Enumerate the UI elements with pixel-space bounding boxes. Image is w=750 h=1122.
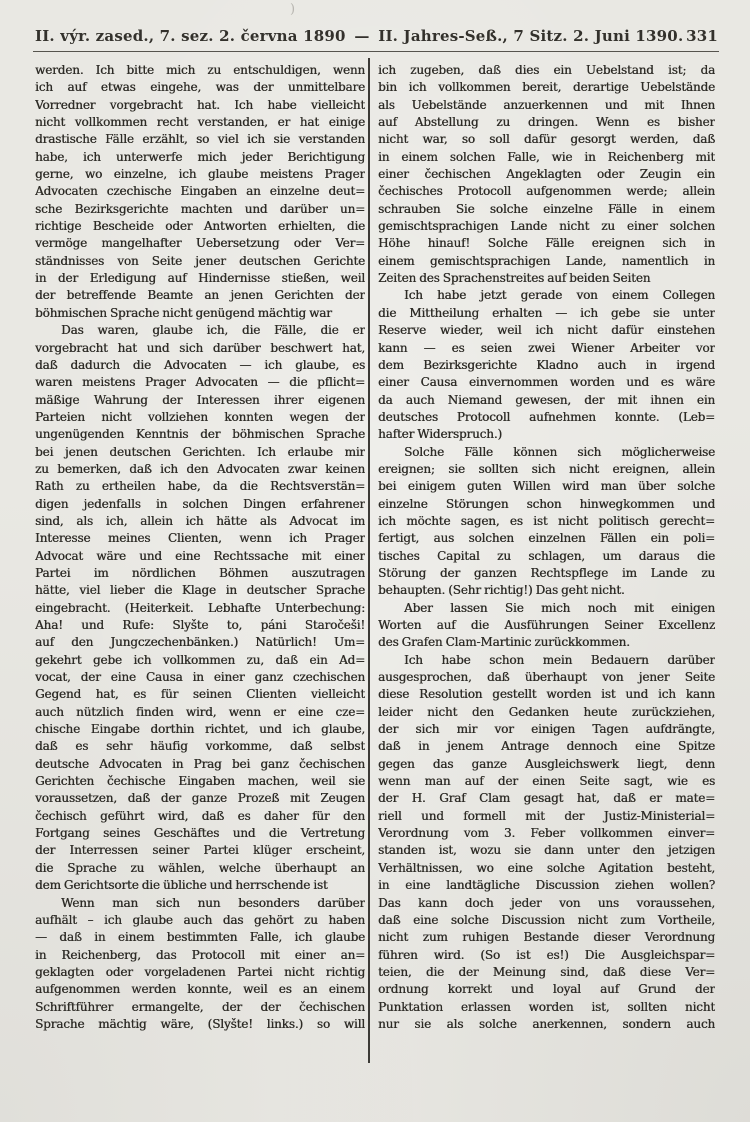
text-line: Advocaten czechische Eingaben an einzelne deut= [35,184,365,199]
text-line: Das waren, glaube ich, die Fälle, die er [61,323,365,338]
header-separator: — [354,27,370,45]
text-line: nur sie als solche anerkennen, sondern auch [378,1016,715,1031]
text-line: Schriftführer ermangelte, der der čechischen [35,999,365,1014]
text-line: Ich habe jetzt gerade von einem Collegen [404,288,715,303]
text-line: ausgesprochen, daß überhaupt von jener Seite [378,670,715,685]
text-line: Parteien nicht vollziehen konnten wegen der [35,409,365,424]
text-line: richtige Bescheide oder Antworten erhielten, die [35,219,365,234]
text-line: čechisches Protocoll aufgenommen werde; allein [378,184,715,199]
text-line: einem gemischtsprachigen Lande, namentlich in [378,253,715,268]
text-line: böhmischen Sprache nicht genügend mächtig war [35,305,332,320]
text-line: zu bemerken, daß ich den Advocaten zwar keinen [35,461,365,476]
text-line: die Mittheilung erhalten — ich gebe sie unter [378,305,715,320]
text-line: Sprache mächtig wäre, (Slyšte! links.) so will [35,1016,365,1031]
text-line: schrauben Sie solche einzelne Fälle in einem [378,201,715,216]
text-line: hätte, viel lieber die Klage in deutscher Sprache [35,583,365,598]
text-line: tisches Capital zu schlagen, um daraus die [378,548,715,563]
text-line: vorgebracht hat und sich darüber beschwert hat, [35,340,365,355]
text-line: ich möchte sagen, es ist nicht politisch gerecht= [378,513,715,528]
text-column-left [35,62,365,1033]
text-line: fertigt, aus solchen einzelnen Fällen ein poli= [378,531,715,546]
text-line: Solche Fälle können sich möglicherweise [404,444,715,459]
text-line: einzelne Störungen schon hinwegkommen und [378,496,715,511]
text-line: einer Causa einvernommen worden und es wäre [378,375,715,390]
text-line: daß dadurch die Advocaten — ich glaube, es [35,357,365,372]
text-line: Reserve wieder, weil ich nicht dafür einstehen [378,323,715,338]
text-line: Vorredner vorgebracht hat. Ich habe vielleicht [35,97,365,112]
text-line: daß es sehr häufig vorkomme, daß selbst [35,739,365,754]
text-line: standen ist, wozu sie dann unter den jetzigen [378,843,715,858]
text-line: Wenn man sich nun besonders darüber [61,895,365,910]
text-line: eingebracht. (Heiterkeit. Lebhafte Unterbechung: [35,600,365,615]
column-divider-rule [368,58,370,1063]
text-line: ungenügenden Kenntnis der böhmischen Sprache [35,427,365,442]
text-line: sind, als ich, allein ich hätte als Advocat im [35,513,365,528]
text-line: vocat, der eine Causa in einer ganz czechischen [35,670,365,685]
text-line: teien, die der Meinung sind, daß diese Ver= [378,964,715,979]
text-line: ständnisses von Seite jener deutschen Gerichte [35,253,365,268]
text-line: čechisch geführt wird, daß es daher für den [35,808,365,823]
text-line: in eine landtägliche Discussion ziehen wollen? [378,878,715,893]
text-line: der Interressen seiner Partei klüger erscheint, [35,843,365,858]
text-line: Aber lassen Sie mich noch mit einigen [404,600,715,615]
text-column-right [378,62,715,1033]
text-line: leider nicht den Gedanken heute zurückziehen, [378,704,715,719]
text-line: aufhält – ich glaube auch das gehört zu haben [35,912,365,927]
text-line: ordnung korrekt und loyal auf Grund der [378,982,715,997]
text-line: auf den Jungczechenbänken.) Natürlich! Um= [35,635,365,650]
text-line: digen jedenfalls in solchen Dingen erfahrener [35,496,365,511]
text-line: gemischtsprachigen Lande nicht zu einer solchen [378,219,715,234]
text-line: bei einigem guten Willen wird man über solche [378,479,715,494]
text-line: geklagten oder vorgeladenen Partei nicht richtig [35,964,365,979]
text-line: gekehrt gebe ich vollkommen zu, daß ein Ad= [35,652,365,667]
text-line: gegen das ganze Ausgleichswerk liegt, denn [378,756,715,771]
text-line: ereignen; sie sollten sich nicht ereignen, allein [378,461,715,476]
text-line: Gegend hat, es für seinen Clienten vielleicht [35,687,365,702]
text-line: einer čechischen Angeklagten oder Zeugin ein [378,167,715,182]
text-line: nicht war, so soll dafür gesorgt werden, daß [378,132,715,147]
text-line: ich zugeben, daß dies ein Uebelstand ist; da [378,63,715,77]
text-line: hafter Widerspruch.) [378,427,502,442]
page-number: 331 [686,27,718,45]
text-line: habe, ich unterwerfe mich jeder Berichtigung [35,149,365,164]
text-line: daß in jenem Antrage dennoch eine Spitze [378,739,715,754]
text-line: sche Bezirksgerichte machten und darüber un= [35,201,365,216]
text-line: führen wird. (So ist es!) Die Ausgleichspar= [378,947,715,962]
text-line: behaupten. (Sehr richtig!) Das geht nicht. [378,583,625,598]
text-line: die Sprache zu wählen, welche überhaupt an [35,860,365,875]
text-line: deutsche Advocaten in Prag bei ganz čechischen [35,756,365,771]
text-line: in einem solchen Falle, wie in Reichenberg mit [378,149,715,164]
text-line: dem Gerichtsorte die übliche und herrschende ist [35,878,328,893]
text-line: in Reichenberg, das Protocoll mit einer an= [35,947,365,962]
header-german-session-label: II. Jahres-Seß., 7 Sitz. 2. Juni 1390. [378,27,684,45]
text-line: vermöge mangelhafter Uebersetzung oder Ver= [35,236,365,251]
text-line: Punktation erlassen worden ist, sollten nicht [378,999,715,1014]
text-line: nicht vollkommen recht verstanden, er hat einige [35,115,365,130]
text-line: drastische Fälle erzählt, so viel ich sie verstanden [35,132,365,147]
text-line: dem Bezirksgerichte Kladno auch in irgend [378,357,715,372]
text-line: bin ich vollkommen bereit, derartige Uebelstände [378,80,715,95]
text-line: daß eine solche Discussion nicht zum Vortheile, [378,912,715,927]
text-line: deutsches Protocoll aufnehmen konnte. (Leb= [378,409,715,424]
stray-scan-mark: ) [290,2,296,17]
text-line: mäßige Wahrung der Interessen ihrer eigenen [35,392,365,407]
text-line: Höhe hinauf! Solche Fälle ereignen sich in [378,236,715,251]
text-line: auf Abstellung zu dringen. Wenn es bisher [378,115,715,130]
text-line: Gerichten čechische Eingaben machen, weil sie [35,774,365,789]
text-line: nicht zum ruhigen Bestande dieser Verordnung [378,930,715,945]
text-line: Rath zu ertheilen habe, da die Rechtsverstän= [35,479,365,494]
header-czech-session-label: II. výr. zased., 7. sez. 2. června 1890 [35,27,346,45]
text-line: kann — es seien zwei Wiener Arbeiter vor [378,340,715,355]
text-line: Aha! und Rufe: Slyšte to, páni Staročeši! [35,618,365,632]
text-line: Partei im nördlichen Böhmen auszutragen [35,565,365,580]
text-line: Verhältnissen, wo eine solche Agitation besteht, [378,860,715,875]
text-line: aufgenommen werden konnte, weil es an einem [35,982,365,997]
text-line: wenn man auf der einen Seite sagt, wie es [378,774,715,789]
page-header [35,27,718,45]
text-line: der H. Graf Clam gesagt hat, daß er mate= [378,791,715,806]
text-line: Zeiten des Sprachenstreites auf beiden Seiten [378,271,651,286]
text-line: waren meistens Prager Advocaten — die pflicht= [35,375,365,390]
text-line: Das kann doch jeder von uns voraussehen, [378,895,715,910]
text-line: Fortgang seines Geschäftes und die Vertretung [35,826,365,841]
text-line: in der Erledigung auf Hindernisse stießen, weil [35,271,365,286]
text-line: — daß in einem bestimmten Falle, ich glaube [35,930,365,945]
text-line: voraussetzen, daß der ganze Prozeß mit Zeugen [35,791,365,806]
text-line: des Grafen Clam-Martinic zurückkommen. [378,635,630,650]
text-line: chische Eingabe dorthin richtet, und ich glaube, [35,722,365,737]
text-line: ich auf etwas eingehe, was der unmittelbare [35,80,365,95]
text-line: riell und formell mit der Justiz-Ministerial= [378,808,715,823]
text-line: auch nützlich finden wird, wenn er eine cze= [35,704,365,719]
text-line: Störung der ganzen Rechtspflege im Lande zu [378,565,715,580]
text-line: der sich mir vor einigen Tagen aufdrängte, [378,722,715,737]
text-line: gerne, wo einzelne, ich glaube meistens Prager [35,167,365,182]
text-line: da auch Niemand gewesen, der mit ihnen ein [378,392,715,407]
text-line: Worten auf die Ausführungen Seiner Excellenz [378,618,715,632]
text-line: diese Resolution gestellt worden ist und ich kann [378,687,715,702]
text-line: der betreffende Beamte an jenen Gerichten der [35,288,365,303]
text-line: Ich habe schon mein Bedauern darüber [404,652,715,667]
header-rule [33,51,719,52]
text-line: Verordnung vom 3. Feber vollkommen einver= [378,826,715,841]
text-line: Advocat wäre und eine Rechtssache mit einer [35,548,365,563]
text-line: Interesse meines Clienten, wenn ich Prager [35,531,365,546]
text-line: als Uebelstände anzuerkennen und mit Ihnen [378,97,715,112]
text-line: werden. Ich bitte mich zu entschuldigen, wenn [35,63,365,77]
text-line: bei jenen deutschen Gerichten. Ich erlaube mir [35,444,365,459]
